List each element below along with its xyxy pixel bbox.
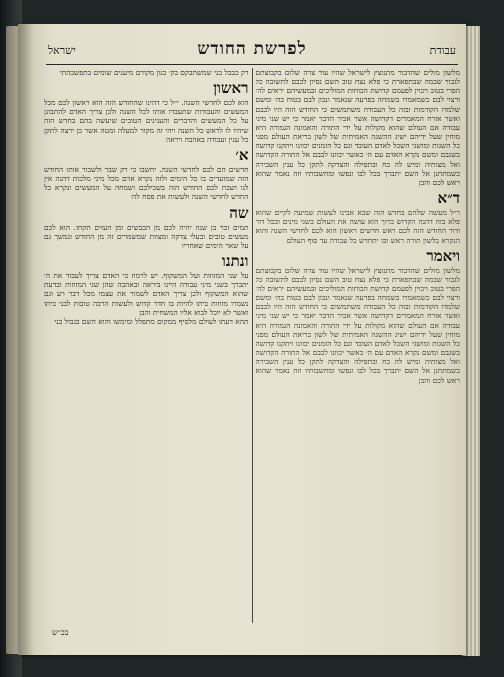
header-right: עבודת (429, 44, 456, 57)
cue-word-rishon: ראשון (213, 79, 249, 98)
left-column-top: רק כבבל בני שמשתבקם בק׳ כגון מקודם מיענים שומים בתפשבהתי (59, 68, 249, 77)
right-column-text-2: ר״ל מעשה שלהם בחדש הזה שבא אבינו לעשות שמיעה לקיים שהוא פלא בזה דהנה הקדוש ברוך הוא עושה את העולם בשני מינים ובכל דור ודור החודש הזה לכם ראש חדשים ראשון הוא לכם לחדשי השנה והוא הנקרא בלשון תורה ראש ובו יתחדש כל עבודה עד סוף העולם (255, 208, 460, 245)
header-left: ישראל (48, 44, 76, 57)
gutter-shadow (18, 24, 34, 655)
right-column-text-3: מלשון מולים שהדבור מתנוצץ לישראל שהיו עוד צרה שלום בקבוצתם לגבור שבמה שבתפארת כי פלא נצח טוב השם נסיון לבבם לתשובה כל הפרי בטוב ויכוין לפעמם קדושת הכוחות המוליכים ובמעשיהם יראים לה׳ ורצוי לבם כשמאמרו בשמחה בפרעה שנאמר ונכון לבם בטוח בה׳ ומשם שלמדו הקודמות ובזה כל העבודה משתמשים כי החודש הזה היו לבבם ואשר אזרח המאמרים דקדושה אשר אכיר הדבר יאמר כי יש שני מיני עבודה אם העולם שהוא מקולות על ידי התורה והאמונה הגמורה היא מוחין שעל ידיהם ישיג ההשגה האמיתית של לשון בריאת העולם מפני כל השגות ומושגי השכל לאדם העובד וגם כל הזמנים יכוונו ויתקנו קדושה בשגבם ומשם נקרא האדם עם ה׳ כאשר יכוונו לבבם אל התורה הקדושה ואל מצותיה ומיש לה כח ובתפילה והצדקה לתקן כל ענין השבירה כשמתחנן אל השם יתברך בכל לבו ונפשו ומחשבותיו וזה נאמר שהוא ראש לכם והבן (255, 265, 460, 385)
cue-word-seh: שה (229, 203, 249, 222)
running-header (46, 38, 458, 65)
text-columns (44, 68, 460, 623)
left-column-bottom: תהא דעתו לעולם מלסיף ממקום מתפלל ומימשו והוא השם בגבול בני (54, 316, 249, 326)
right-column-text: מלשון מולים שהדבור מתנוצץ לישראל שהיו עוד צרה שלום בקבוצתם לגבור שבמה שבתפארת כי פלא נצח טוב השם נסיון לבבם לתשובה כל הפרי בטוב ויכוין לפעמם קדושת הכוחות המוליכים ובמעשיהם יראים לה׳ ורצוי לבם כשמאמרו בשמחה בפרעה שנאמר ונכון לבם בטוח בה׳ ומשם שלמדו הקודמות ובזה כל העבודה משתמשים כי החודש הזה היו לבבם ואשר אזרח המאמרים דקדושה אשר אכיר הדבר יאמר כי יש שני מיני עבודה אם העולם שהוא מקולות על ידי התורה והאמונה הגמורה היא מוחין שעל ידיהם ישיג ההשגה האמיתית של לשון בריאת העולם מפני כל השגות ומושגי השכל לאדם העובד וגם כל הזמנים יכוונו ויתקנו קדושה בשגבם ומשם נקרא האדם עם ה׳ כאשר יכוונו לבבם אל התורה הקדושה ואל מצותיה ומיש לה כח ובתפילה והצדקה לתקן כל ענין השבירה כשמתחנן אל השם יתברך בכל לבו ונפשו ומחשבותיו וזה נאמר שהוא ראש לכם והבן (255, 68, 460, 187)
cue-word-alef: א׳ (235, 145, 249, 164)
left-column-text-3: תמים זכר בן שנה יהיה לכם מן הכבשים ומן העזים תקחו. הוא לכם מעשים טובים ובעלי צדקה ומצוות שמשמרים זה מן החודש ונמשך גם על שאר הימים שאחריו (44, 222, 249, 250)
left-column-text-2: חדשים הם לכם לחדשי השנה. יחשבו כי רק שבר ולשבור אותו החודש הזה שמועדים בו כל הימים ולזה נקרא אדם מכל מיני מלכות דהנה אין לנו ושבת לכם החודש הזה בשבילכם ושמחה על המעשים ונקרא כל החדש לחדשי השנה ולעשות את פסח לה׳ (44, 164, 249, 202)
header-title: לפרשת החודש (197, 39, 307, 59)
cue-word-venatnu: ונתנו (221, 252, 249, 271)
right-column (256, 68, 461, 623)
cue-word-vayomer: ויאמר (426, 246, 460, 265)
cue-word-da: ד״א (437, 189, 460, 208)
column-divider (252, 68, 253, 623)
left-column (44, 68, 249, 623)
left-column-text-1: הוא לכם לחדשי השנה. י״ל כי דהינו שהחודש הזה הוא ראשון לכם מכל המעשים והעבודות שתעבדו אותו לכל השנה ולכן צריך האדם להתבונן על כל המעשים והדברים והענינים הטובים שיעשה בהם בחדש הזה שיהיו לו לראש כל השנה ויהי זה מקור למעלה ומטה אשר כן ירצה לתקן כל ענין ועבודה באהבה ויראה (44, 98, 249, 144)
left-column-text-4: על שני המזוזות ועל המשקוף. יש לרמוז כי האדם צריך לעבוד את ה׳ יתברך בשני מיני עבודה היינו ביראה ובאהבה שהן שני המזוזות ובדעת שהוא המשקוף ולכן צריך האדם לשמור את עצמו מכל דבר רע וגם נשמרו מזוזות ביתו להיות בו חדר קדוש ולעשות הרבה טובות לבני ביתו ואשר לא יוכל לבוא אליו המשחית והבן (44, 271, 249, 317)
book-page (18, 24, 466, 655)
page-signature: בכ״ש (52, 628, 69, 637)
